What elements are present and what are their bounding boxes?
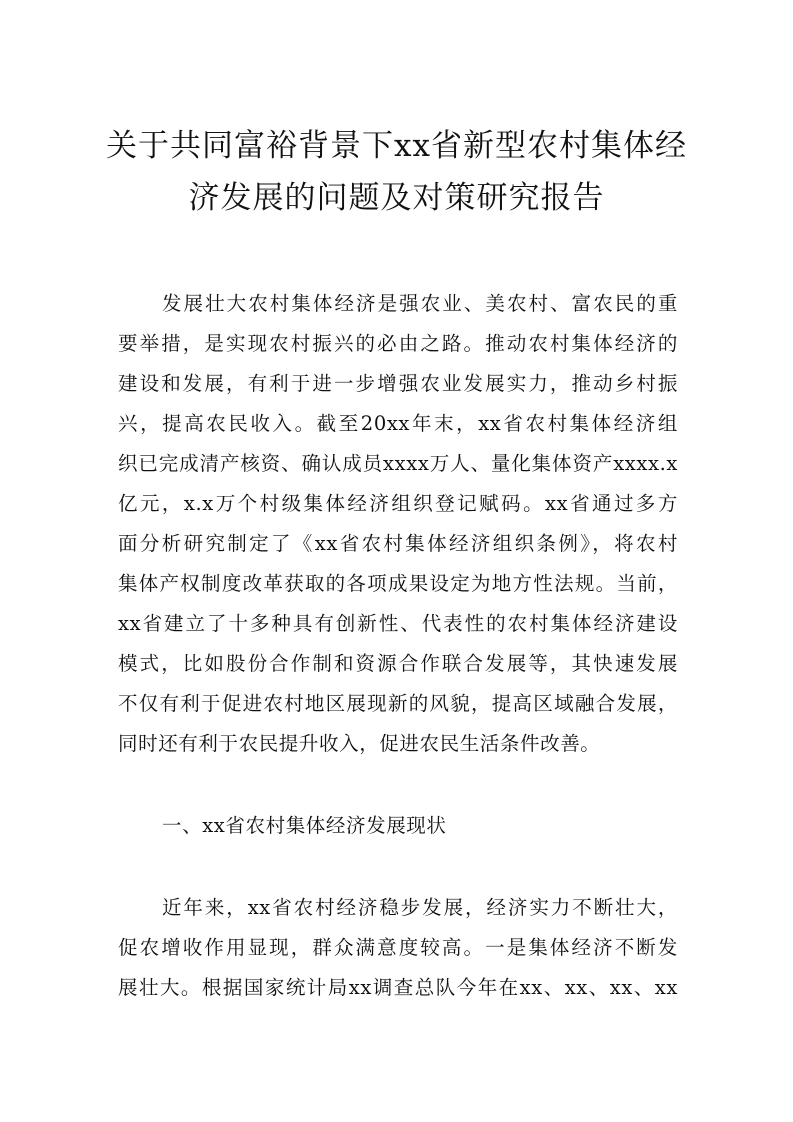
title-line-2: 济发展的问题及对策研究报告 — [188, 180, 605, 216]
paragraph-line: 不仅有利于促进农村地区展现新的风貌，提高区域融合发展， — [118, 692, 678, 715]
paragraph-line: 模式，比如股份合作制和资源合作联合发展等，其快速发展 — [118, 652, 678, 675]
paragraph-line: 面分析研究制定了《xx省农村集体经济组织条例》，将农村 — [118, 532, 678, 555]
paragraph-line: 织已完成清产核资、确认成员xxxx万人、量化集体资产xxxx.x — [118, 452, 678, 475]
paragraph-line: xx省建立了十多种具有创新性、代表性的农村集体经济建设 — [118, 612, 678, 635]
paragraph-line: 促农增收作用显现，群众满意度较高。一是集体经济不断发 — [118, 936, 678, 959]
paragraph-line: 展壮大。根据国家统计局xx调查总队今年在xx、xx、xx、xx — [118, 976, 678, 999]
paragraph-line: 发展壮大农村集体经济是强农业、美农村、富农民的重 — [162, 292, 678, 315]
paragraph-line: 集体产权制度改革获取的各项成果设定为地方性法规。当前， — [118, 572, 678, 595]
paragraph-line: 兴，提高农民收入。截至20xx年末，xx省农村集体经济组 — [118, 412, 678, 435]
paragraph-line: 亿元，x.x万个村级集体经济组织登记赋码。xx省通过多方 — [118, 492, 678, 515]
paragraph-line: 近年来，xx省农村经济稳步发展，经济实力不断壮大， — [162, 896, 678, 919]
document-title — [0, 120, 793, 224]
paragraph-line: 同时还有利于农民提升收入，促进农民生活条件改善。 — [118, 732, 601, 755]
section-heading-1: 一、xx省农村集体经济发展现状 — [162, 814, 447, 837]
paragraph-line: 要举措，是实现农村振兴的必由之路。推动农村集体经济的 — [118, 332, 678, 355]
paragraph-status — [118, 888, 678, 1008]
document-body — [118, 284, 678, 1008]
title-line-1: 关于共同富裕背景下xx省新型农村集体经 — [106, 128, 687, 164]
paragraph-intro — [118, 284, 678, 764]
paragraph-line: 建设和发展，有利于进一步增强农业发展实力，推动乡村振 — [118, 372, 678, 395]
